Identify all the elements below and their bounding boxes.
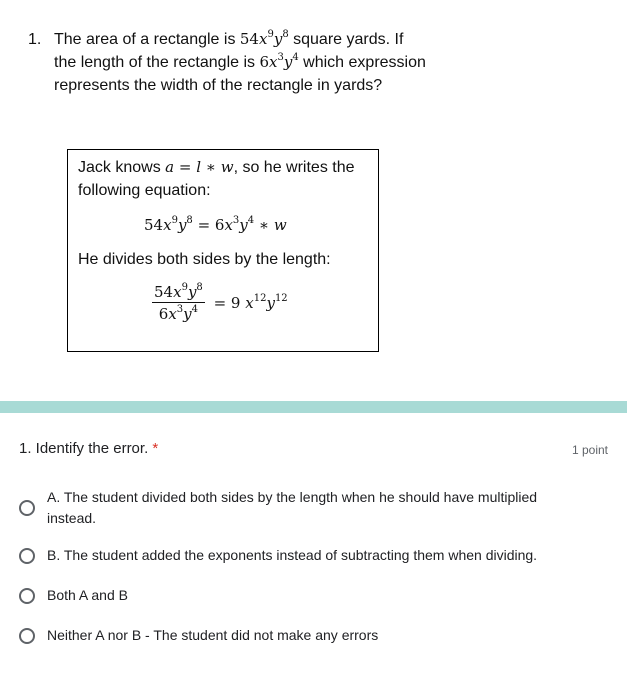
example-step-text: He divides both sides by the length: [78, 251, 331, 268]
option-both[interactable] [19, 585, 577, 606]
option-b-label: B. The student added the exponents instead of subtracting them when dividing. [47, 547, 538, 563]
required-asterisk: * [152, 440, 159, 457]
section-divider [0, 401, 627, 413]
option-neither[interactable] [19, 625, 577, 646]
example-equation: $54x^9y^8 = 6x^3y^4$ ∗ w [144, 215, 287, 234]
option-a[interactable] [19, 487, 577, 529]
radio-icon[interactable] [19, 500, 35, 516]
fraction-numerator: $54x^9y^8$ [154, 282, 203, 301]
option-a-label: A. The student divided both sides by the length when he should have multiplied instead. [47, 489, 538, 526]
example-division [152, 282, 288, 325]
problem-text-end: which expression represents the width of the rectangle in yards? [54, 54, 426, 94]
fraction-denominator: $6x^3y^4$ [158, 304, 199, 323]
points-label: 1 point [571, 443, 608, 457]
problem-text-mid: square yards. If the length of the rectangle is [54, 31, 404, 71]
length-expression: $6x^3y^4$ [259, 52, 299, 71]
area-expression: $54x^9y^8$ [239, 29, 289, 48]
division-fraction [152, 282, 205, 325]
example-intro: Jack knows a = l ∗ w, so he writes the following equation: [78, 158, 355, 199]
radio-icon[interactable] [19, 548, 35, 564]
problem-text [54, 28, 428, 97]
problem-number: 1. [28, 31, 42, 48]
problem-statement [28, 28, 428, 97]
option-b[interactable] [19, 545, 577, 566]
area-formula: a = l ∗ w [165, 158, 234, 176]
worked-example-box [67, 149, 379, 352]
radio-icon[interactable] [19, 588, 35, 604]
option-neither-label: Neither A nor B - The student did not make any errors [47, 627, 379, 643]
radio-icon[interactable] [19, 628, 35, 644]
problem-text-start: The area of a rectangle is [54, 31, 240, 48]
division-result: = 9 $x^{12}y^{12}$ [213, 293, 288, 312]
option-both-label: Both A and B [47, 587, 128, 603]
question-title: 1. Identify the error. * [19, 440, 159, 457]
